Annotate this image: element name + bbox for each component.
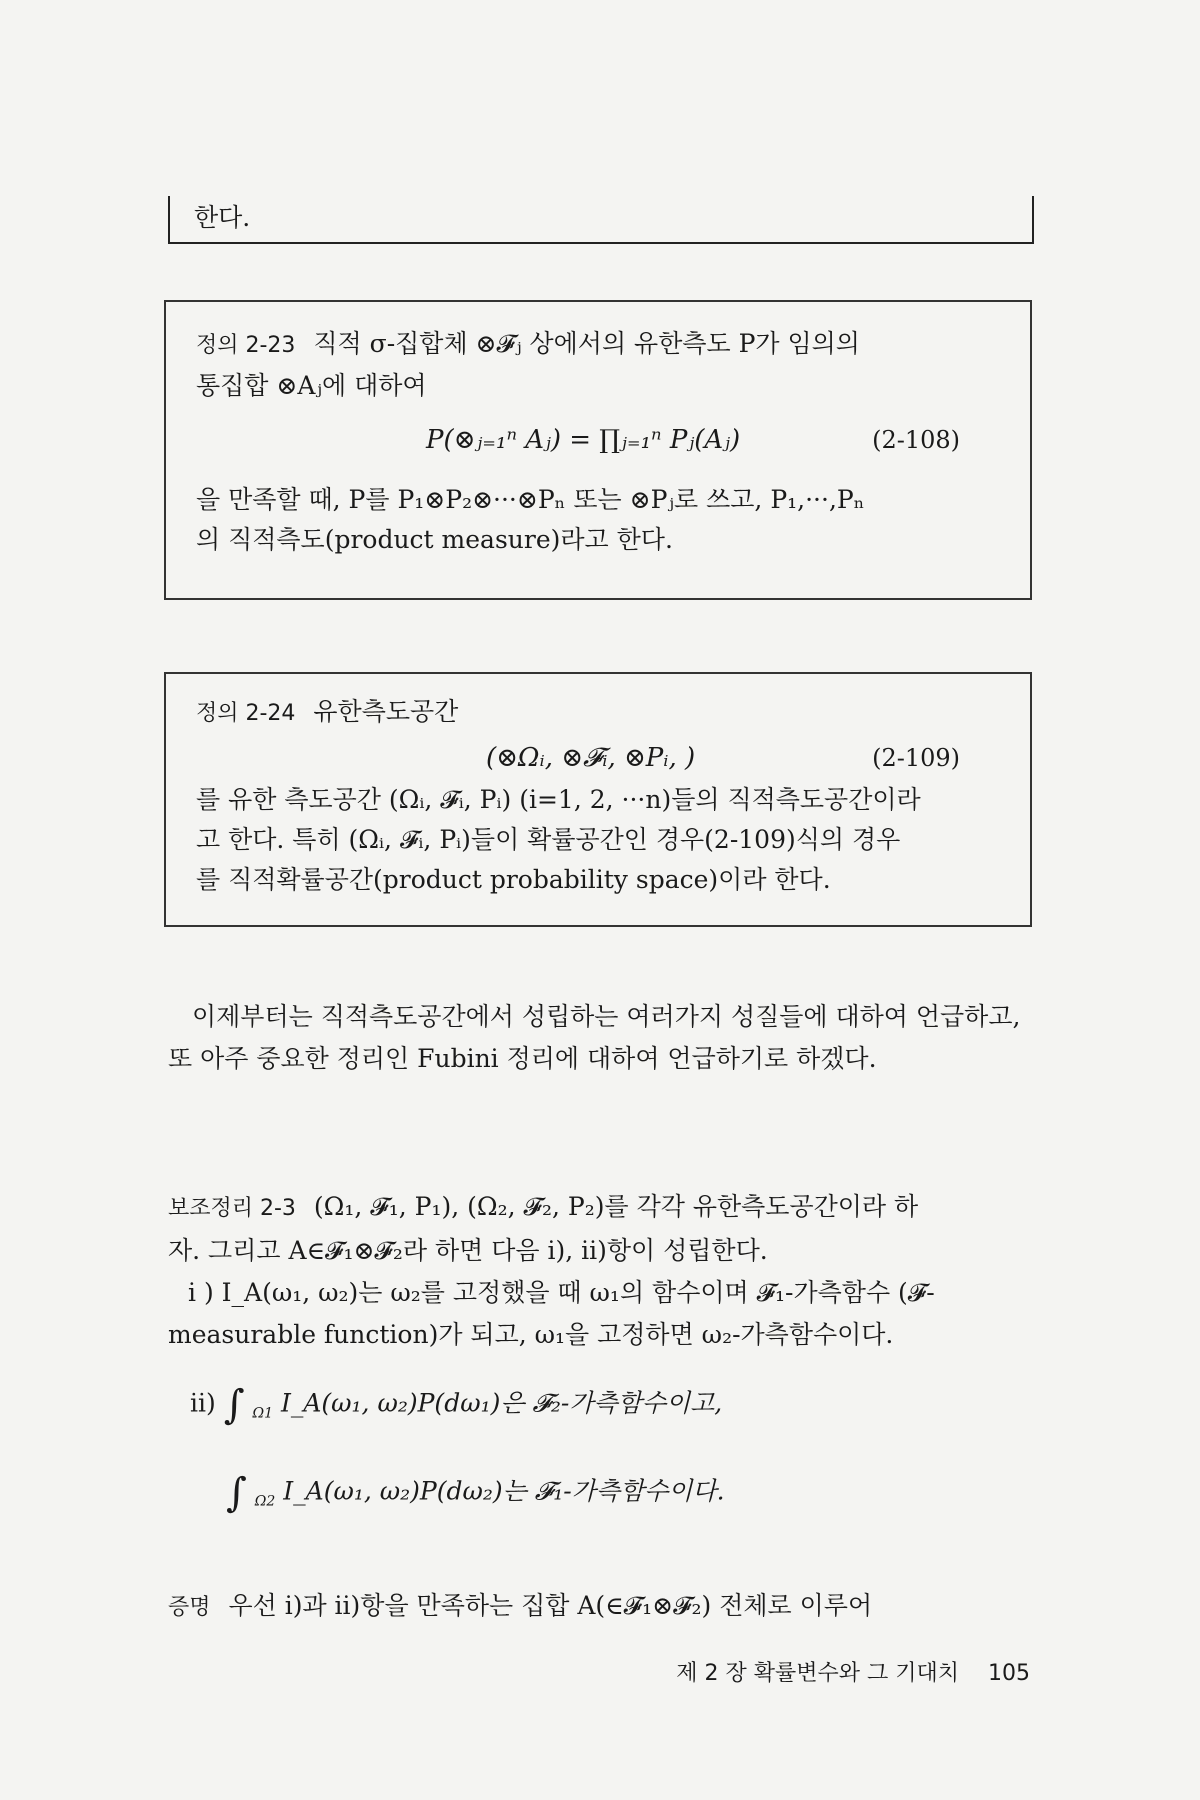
top-continuation-line: [168, 196, 1034, 244]
lemma-item-1a: i ) I_A(ω₁, ω₂)는 ω₂를 고정했을 때 ω₁의 함수이며 𝓕₁-가측함수 (𝓕-: [188, 1278, 935, 1307]
page-footer: [610, 1656, 1030, 1687]
lemma-label: 보조정리 2-3: [168, 1196, 296, 1221]
equation-number: (2-108): [872, 426, 960, 454]
lemma-line-2: 자. 그리고 A∈𝓕₁⊗𝓕₂라 하면 다음 i), ii)항이 성립한다.: [168, 1236, 768, 1265]
page-number: 105: [988, 1661, 1030, 1686]
definition-label: 정의 2-24: [196, 701, 296, 726]
chapter-title: 제 2 장 확률변수와 그 기대치: [676, 1661, 959, 1686]
equation-expression: P(⊗ⱼ₌₁ⁿ Aⱼ) = ∏ⱼ₌₁ⁿ Pⱼ(Aⱼ): [426, 425, 741, 455]
integral-domain: Ω2: [254, 1493, 276, 1510]
integral-expression: I_A(ω₁, ω₂)P(dω₂)는 𝓕₁-가측함수이다.: [283, 1476, 725, 1506]
lemma-2-3: [168, 1186, 1030, 1356]
integral-icon: ∫: [223, 1382, 245, 1428]
definition-line-1: 를 유한 측도공간 (Ωᵢ, 𝓕ᵢ, Pᵢ) (i=1, 2, ···n)들의 직적측도공간이라: [196, 785, 921, 814]
proof-label: 증명: [168, 1595, 211, 1620]
definition-2-24-box: [164, 672, 1032, 927]
definition-line-1: 직적 σ-집합체 ⊗𝓕ⱼ 상에서의 유한측도 P가 임의의: [313, 329, 860, 358]
definition-line-2: 고 한다. 특히 (Ωᵢ, 𝓕ᵢ, Pᵢ)들이 확률공간인 경우(2-109)식의 경우: [196, 825, 901, 854]
proof-text: 우선 i)과 ii)항을 만족하는 집합 A(∈𝓕₁⊗𝓕₂) 전체로 이루어: [228, 1591, 873, 1620]
definition-title: 유한측도공간: [313, 697, 459, 726]
proof-line: [168, 1586, 872, 1622]
top-text: 한다.: [194, 203, 251, 232]
equation-expression: (⊗Ωᵢ, ⊗𝓕ᵢ, ⊗Pᵢ, ): [486, 743, 696, 773]
integral-expression: I_A(ω₁, ω₂)P(dω₁)은 𝓕₂-가측함수이고,: [280, 1388, 723, 1418]
definition-label: 정의 2-23: [196, 333, 296, 358]
lemma-line-1: (Ω₁, 𝓕₁, P₁), (Ω₂, 𝓕₂, P₂)를 각각 유한측도공간이라 하: [313, 1192, 919, 1221]
definition-line-3: 를 직적확률공간(product probability space)이라 한다.: [196, 865, 831, 894]
definition-line-2: 통집합 ⊗Aⱼ에 대하여: [196, 371, 427, 400]
equation-2-109: [196, 734, 1000, 780]
definition-2-23-box: [164, 300, 1032, 600]
equation-number: (2-109): [872, 744, 960, 772]
definition-line-4: 의 직적측도(product measure)라고 한다.: [196, 525, 673, 554]
definition-line-3: 을 만족할 때, P를 P₁⊗P₂⊗···⊗Pₙ 또는 ⊗Pⱼ로 쓰고, P₁,···,Pₙ: [196, 485, 865, 514]
item-label: ii): [190, 1388, 216, 1418]
equation-2-108: [196, 410, 1000, 470]
intro-paragraph: 이제부터는 직적측도공간에서 성립하는 여러가지 성질들에 대하여 언급하고, 또 아주 중요한 정리인 Fubini 정리에 대하여 언급하기로 하겠다.: [168, 1002, 1021, 1073]
lemma-item-1b: measurable function)가 되고, ω₁을 고정하면 ω₂-가측함수이다.: [168, 1320, 894, 1349]
integral-icon: ∫: [226, 1470, 247, 1516]
integral-domain: Ω1: [252, 1405, 274, 1422]
lemma-item-2b: [226, 1470, 725, 1516]
lemma-item-2a: [190, 1382, 722, 1428]
